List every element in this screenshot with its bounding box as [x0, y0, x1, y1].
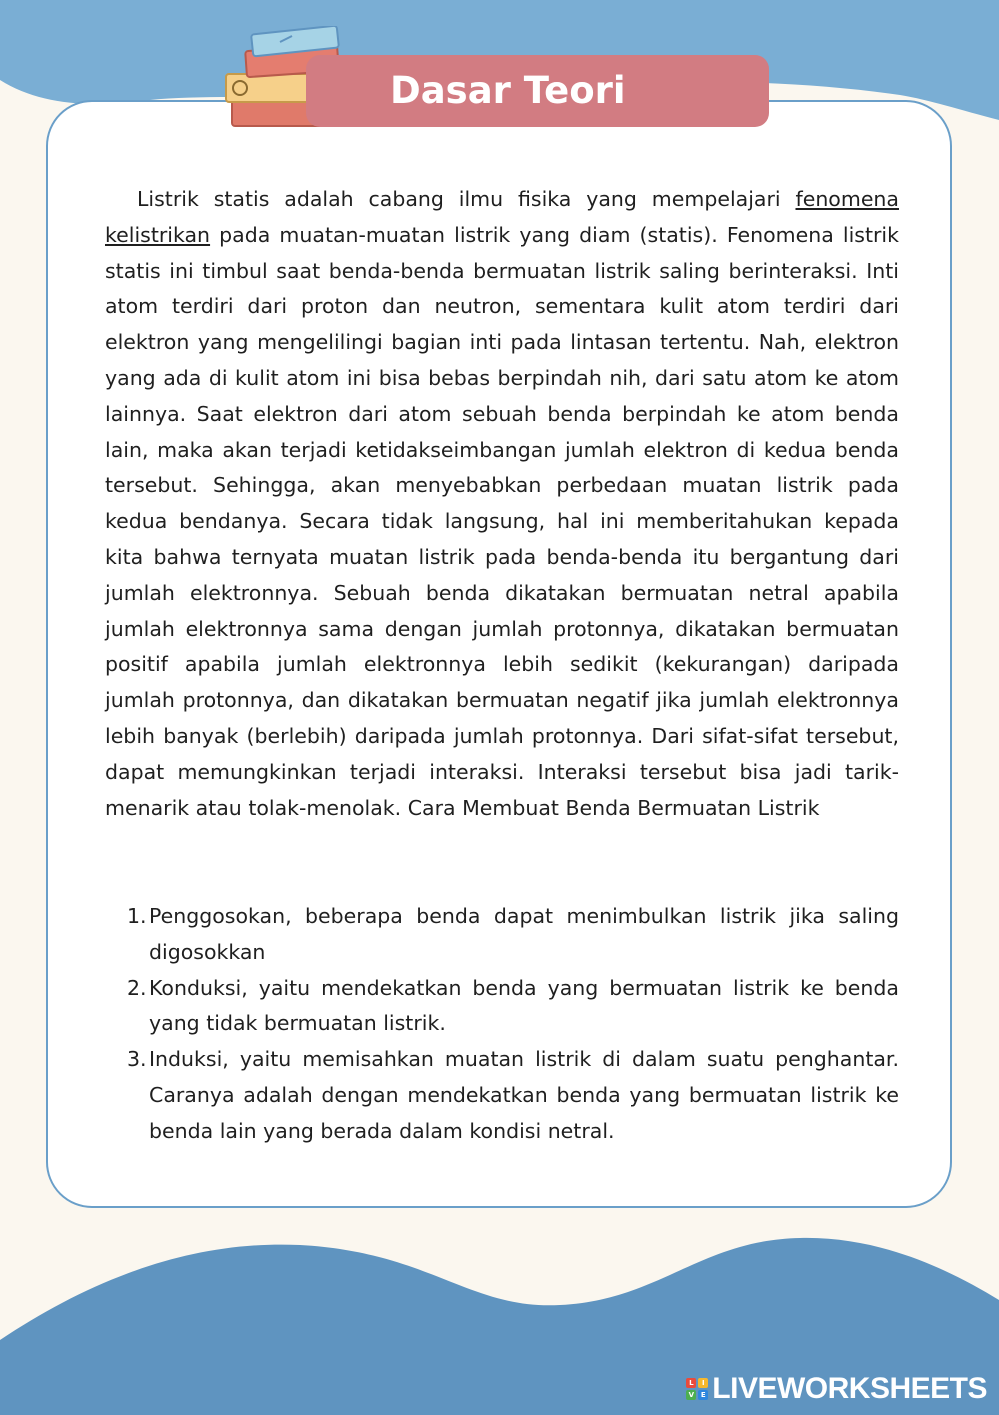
logo-letter: E	[698, 1390, 708, 1400]
liveworksheets-logo[interactable]	[686, 1369, 987, 1409]
body-paragraph	[105, 182, 899, 826]
list-item	[105, 971, 899, 1043]
list-text: Induksi, yaitu memisahkan muatan listrik di dalam suatu penghantar. Caranya adalah dengan mendekatkan benda yang bermuatan listrik ke benda lain yang berada dalam kondisi netral.	[149, 1047, 899, 1143]
paragraph-rest: pada muatan-muatan listrik yang diam (statis). Fenomena listrik statis ini timbul saat benda-benda bermuatan listrik saling berinteraksi. Inti atom terdiri dari proton dan neutron, sementara kulit atom terdiri dari elektron yang mengelilingi bagian inti pada lintasan tertentu. Nah, elektron yang ada di kulit atom ini bisa bebas berpindah nih, dari satu atom ke atom lainnya. Saat elektron dari atom sebuah benda berpindah ke atom benda lain, maka akan terjadi ketidakseimbangan jumlah elektron di kedua benda tersebut. Sehingga, akan menyebabkan perbedaan muatan listrik pada kedua bendanya. Secara tidak langsung, hal ini memberitahukan kepada kita bahwa ternyata muatan listrik pada benda-benda itu bergantung dari jumlah elektronnya. Sebuah benda dikatakan bermuatan netral apabila jumlah elektronnya sama dengan jumlah protonnya, dikatakan bermuatan positif apabila jumlah elektronnya lebih sedikit (kekurangan) daripada jumlah protonnya, dan dikatakan bermuatan negatif jika jumlah elektronnya lebih banyak (berlebih) daripada jumlah protonnya. Dari sifat-sifat tersebut, dapat memungkinkan terjadi interaksi. Interaksi tersebut bisa jadi tarik-menarik atau tolak-menolak. Cara Membuat Benda Bermuatan Listrik	[105, 222, 899, 820]
list-number: 3.	[127, 1047, 147, 1072]
logo-blocks-icon	[686, 1378, 708, 1400]
list-number: 1.	[127, 904, 147, 928]
logo-text: LIVEWORKSHEETS	[712, 1372, 987, 1405]
list-item	[105, 1042, 899, 1149]
page-title: Dasar Teori	[390, 69, 626, 112]
logo-letter: V	[686, 1390, 696, 1400]
underlined-term: fenomena kelistrikan	[105, 187, 899, 247]
list-text: Penggosokan, beberapa benda dapat menimbulkan listrik jika saling digosokkan	[149, 904, 899, 964]
list-number: 2.	[127, 975, 147, 1000]
paragraph-start: Listrik statis adalah cabang ilmu fisika yang mempelajari	[137, 187, 796, 211]
method-list	[105, 899, 899, 1150]
list-item	[105, 899, 899, 971]
logo-letter: I	[698, 1378, 708, 1388]
list-text: Konduksi, yaitu mendekatkan benda yang bermuatan listrik ke benda yang tidak bermuatan listrik.	[149, 975, 899, 1036]
logo-letter: L	[686, 1378, 696, 1388]
